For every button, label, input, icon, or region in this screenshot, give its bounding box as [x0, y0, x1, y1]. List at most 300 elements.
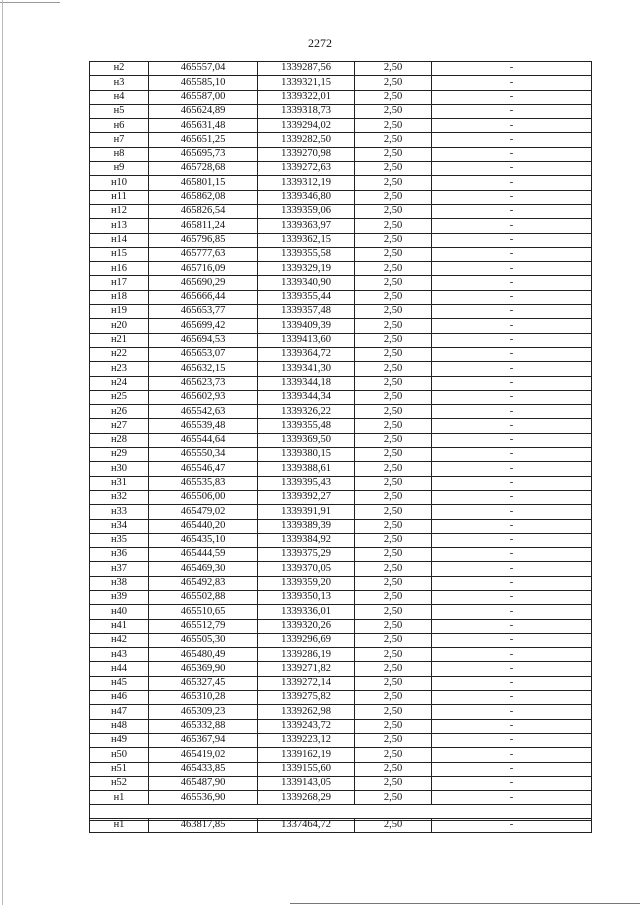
y-coordinate-cell: 1339389,39 — [258, 519, 355, 533]
precision-cell: 2,50 — [355, 204, 432, 218]
table-row — [90, 662, 592, 676]
precision-cell: 2,50 — [355, 462, 432, 476]
description-cell: - — [432, 190, 592, 204]
x-coordinate-cell: 465587,00 — [149, 90, 258, 104]
precision-cell: 2,50 — [355, 633, 432, 647]
y-coordinate-cell: 1339268,29 — [258, 791, 355, 805]
y-coordinate-cell: 1339287,56 — [258, 62, 355, 76]
x-coordinate-cell: 465435,10 — [149, 533, 258, 547]
scan-edge-left — [2, 0, 3, 905]
table-row — [90, 262, 592, 276]
y-coordinate-cell: 1339326,22 — [258, 405, 355, 419]
table-row — [90, 590, 592, 604]
table-row — [90, 104, 592, 118]
precision-cell: 2,50 — [355, 262, 432, 276]
precision-cell: 2,50 — [355, 733, 432, 747]
point-name-cell: н7 — [90, 133, 149, 147]
point-name-cell: н35 — [90, 533, 149, 547]
x-coordinate-cell: 465480,49 — [149, 648, 258, 662]
precision-cell: 2,50 — [355, 548, 432, 562]
table-row — [90, 762, 592, 776]
x-coordinate-cell: 465602,93 — [149, 390, 258, 404]
x-coordinate-cell: 465777,63 — [149, 247, 258, 261]
precision-cell: 2,50 — [355, 319, 432, 333]
precision-cell: 2,50 — [355, 405, 432, 419]
description-cell: - — [432, 147, 592, 161]
precision-cell: 2,50 — [355, 433, 432, 447]
y-coordinate-cell: 1339294,02 — [258, 119, 355, 133]
description-cell: - — [432, 162, 592, 176]
x-coordinate-cell: 465539,48 — [149, 419, 258, 433]
x-coordinate-cell: 465544,64 — [149, 433, 258, 447]
table-row — [90, 219, 592, 233]
precision-cell: 2,50 — [355, 90, 432, 104]
precision-cell: 2,50 — [355, 190, 432, 204]
coordinates-table — [89, 61, 592, 821]
y-coordinate-cell: 1339369,50 — [258, 433, 355, 447]
precision-cell: 2,50 — [355, 162, 432, 176]
table-row — [90, 347, 592, 361]
table-row — [90, 519, 592, 533]
point-name-cell: н13 — [90, 219, 149, 233]
scan-edge-bottom — [290, 903, 640, 904]
x-coordinate-cell: 465811,24 — [149, 219, 258, 233]
table-row — [90, 562, 592, 576]
y-coordinate-cell: 1339346,80 — [258, 190, 355, 204]
description-cell: - — [432, 305, 592, 319]
x-coordinate-cell: 465728,68 — [149, 162, 258, 176]
point-name-cell: н8 — [90, 147, 149, 161]
description-cell: - — [432, 390, 592, 404]
x-coordinate-cell: 465512,79 — [149, 619, 258, 633]
x-coordinate-cell: 465536,90 — [149, 791, 258, 805]
table-row — [90, 433, 592, 447]
point-name-cell: н23 — [90, 362, 149, 376]
y-coordinate-cell: 1339395,43 — [258, 476, 355, 490]
x-coordinate-cell: 465535,83 — [149, 476, 258, 490]
y-coordinate-cell: 1339286,19 — [258, 648, 355, 662]
point-name-cell: н12 — [90, 204, 149, 218]
y-coordinate-cell: 1339391,91 — [258, 505, 355, 519]
description-cell: - — [432, 576, 592, 590]
precision-cell: 2,50 — [355, 390, 432, 404]
x-coordinate-cell: 465651,25 — [149, 133, 258, 147]
y-coordinate-cell: 1339321,15 — [258, 76, 355, 90]
precision-cell: 2,50 — [355, 776, 432, 790]
description-cell: - — [432, 433, 592, 447]
point-name-cell: н25 — [90, 390, 149, 404]
table-row — [90, 633, 592, 647]
table-row — [90, 419, 592, 433]
description-cell: - — [432, 247, 592, 261]
point-name-cell: н39 — [90, 590, 149, 604]
table-row — [90, 162, 592, 176]
point-name-cell: н45 — [90, 676, 149, 690]
x-coordinate-cell: 465367,94 — [149, 733, 258, 747]
table-row — [90, 90, 592, 104]
y-coordinate-cell: 1339322,01 — [258, 90, 355, 104]
y-coordinate-cell: 1339155,60 — [258, 762, 355, 776]
y-coordinate-cell: 1339262,98 — [258, 705, 355, 719]
table-row — [90, 548, 592, 562]
precision-cell: 2,50 — [355, 104, 432, 118]
table-row — [90, 190, 592, 204]
x-coordinate-cell: 465469,30 — [149, 562, 258, 576]
point-name-cell: н6 — [90, 119, 149, 133]
table-row — [90, 333, 592, 347]
y-coordinate-cell: 1339272,14 — [258, 676, 355, 690]
description-cell: - — [432, 104, 592, 118]
point-name-cell: н27 — [90, 419, 149, 433]
precision-cell: 2,50 — [355, 662, 432, 676]
y-coordinate-cell: 1339341,30 — [258, 362, 355, 376]
point-name-cell: н22 — [90, 347, 149, 361]
precision-cell: 2,50 — [355, 62, 432, 76]
x-coordinate-cell: 465492,83 — [149, 576, 258, 590]
table-row — [90, 533, 592, 547]
precision-cell: 2,50 — [355, 376, 432, 390]
table-row — [90, 791, 592, 805]
y-coordinate-cell: 1339312,19 — [258, 176, 355, 190]
x-coordinate-cell: 465479,02 — [149, 505, 258, 519]
x-coordinate-cell: 465310,28 — [149, 691, 258, 705]
table-row — [90, 776, 592, 790]
x-coordinate-cell: 465369,90 — [149, 662, 258, 676]
table-row — [90, 733, 592, 747]
y-coordinate-cell: 1339143,05 — [258, 776, 355, 790]
y-coordinate-cell: 1339355,44 — [258, 290, 355, 304]
table-row — [90, 276, 592, 290]
y-coordinate-cell: 1339370,05 — [258, 562, 355, 576]
table-row — [90, 619, 592, 633]
point-name-cell: н5 — [90, 104, 149, 118]
precision-cell: 2,50 — [355, 791, 432, 805]
table-row — [90, 204, 592, 218]
point-name-cell: н50 — [90, 748, 149, 762]
point-name-cell: н34 — [90, 519, 149, 533]
precision-cell: 2,50 — [355, 605, 432, 619]
x-coordinate-cell: 465690,29 — [149, 276, 258, 290]
x-coordinate-cell: 465716,09 — [149, 262, 258, 276]
x-coordinate-cell: 465623,73 — [149, 376, 258, 390]
table-row — [90, 233, 592, 247]
table-row — [90, 676, 592, 690]
point-name-cell: н24 — [90, 376, 149, 390]
precision-cell: 2,50 — [355, 762, 432, 776]
point-name-cell: н10 — [90, 176, 149, 190]
precision-cell: 2,50 — [355, 705, 432, 719]
y-coordinate-cell: 1339329,19 — [258, 262, 355, 276]
point-name-cell: н48 — [90, 719, 149, 733]
precision-cell: 2,50 — [355, 233, 432, 247]
description-cell: - — [432, 548, 592, 562]
y-coordinate-cell: 1339272,63 — [258, 162, 355, 176]
y-coordinate-cell: 1339243,72 — [258, 719, 355, 733]
point-name-cell: н16 — [90, 262, 149, 276]
table-row — [90, 62, 592, 76]
point-name-cell: н31 — [90, 476, 149, 490]
point-name-cell: н32 — [90, 490, 149, 504]
x-coordinate-cell: 465419,02 — [149, 748, 258, 762]
description-cell: - — [432, 791, 592, 805]
y-coordinate-cell: 1339270,98 — [258, 147, 355, 161]
y-coordinate-cell: 1339413,60 — [258, 333, 355, 347]
point-name-cell: н1 — [90, 819, 149, 833]
table-row — [90, 390, 592, 404]
table-row — [90, 448, 592, 462]
point-name-cell: н33 — [90, 505, 149, 519]
description-cell: - — [432, 176, 592, 190]
description-cell: - — [432, 705, 592, 719]
precision-cell: 2,50 — [355, 505, 432, 519]
y-coordinate-cell: 1337464,72 — [258, 819, 355, 833]
x-coordinate-cell: 465332,88 — [149, 719, 258, 733]
precision-cell: 2,50 — [355, 76, 432, 90]
precision-cell: 2,50 — [355, 590, 432, 604]
table-row — [90, 576, 592, 590]
precision-cell: 2,50 — [355, 219, 432, 233]
x-coordinate-cell: 465796,85 — [149, 233, 258, 247]
point-name-cell: н46 — [90, 691, 149, 705]
description-cell: - — [432, 605, 592, 619]
precision-cell: 2,50 — [355, 562, 432, 576]
precision-cell: 2,50 — [355, 448, 432, 462]
point-name-cell: н29 — [90, 448, 149, 462]
x-coordinate-cell: 465510,65 — [149, 605, 258, 619]
precision-cell: 2,50 — [355, 133, 432, 147]
page-number: 2272 — [308, 36, 332, 50]
precision-cell: 2,50 — [355, 176, 432, 190]
point-name-cell: н44 — [90, 662, 149, 676]
y-coordinate-cell: 1339355,58 — [258, 247, 355, 261]
point-name-cell: н37 — [90, 562, 149, 576]
precision-cell: 2,50 — [355, 576, 432, 590]
x-coordinate-cell: 465444,59 — [149, 548, 258, 562]
precision-cell: 2,50 — [355, 247, 432, 261]
table-row — [90, 705, 592, 719]
x-coordinate-cell: 465309,23 — [149, 705, 258, 719]
table-row — [90, 376, 592, 390]
y-coordinate-cell: 1339363,97 — [258, 219, 355, 233]
description-cell: - — [432, 90, 592, 104]
y-coordinate-cell: 1339357,48 — [258, 305, 355, 319]
x-coordinate-cell: 465585,10 — [149, 76, 258, 90]
table-row — [90, 719, 592, 733]
point-name-cell: н15 — [90, 247, 149, 261]
description-cell: - — [432, 476, 592, 490]
point-name-cell: н2 — [90, 62, 149, 76]
y-coordinate-cell: 1339344,34 — [258, 390, 355, 404]
y-coordinate-cell: 1339336,01 — [258, 605, 355, 619]
description-cell: - — [432, 204, 592, 218]
precision-cell: 2,50 — [355, 490, 432, 504]
table-row — [90, 819, 592, 833]
description-cell: - — [432, 419, 592, 433]
y-coordinate-cell: 1339340,90 — [258, 276, 355, 290]
point-name-cell: н18 — [90, 290, 149, 304]
x-coordinate-cell: 465826,54 — [149, 204, 258, 218]
precision-cell: 2,50 — [355, 333, 432, 347]
description-cell: - — [432, 376, 592, 390]
precision-cell: 2,50 — [355, 347, 432, 361]
table-row — [90, 362, 592, 376]
precision-cell: 2,50 — [355, 748, 432, 762]
y-coordinate-cell: 1339359,06 — [258, 204, 355, 218]
description-cell: - — [432, 76, 592, 90]
coordinates-table-continuation — [89, 818, 592, 833]
x-coordinate-cell: 463817,85 — [149, 819, 258, 833]
table-row — [90, 119, 592, 133]
y-coordinate-cell: 1339409,39 — [258, 319, 355, 333]
description-cell: - — [432, 662, 592, 676]
y-coordinate-cell: 1339384,92 — [258, 533, 355, 547]
point-name-cell: н40 — [90, 605, 149, 619]
point-name-cell: н26 — [90, 405, 149, 419]
description-cell: - — [432, 776, 592, 790]
table-row — [90, 147, 592, 161]
description-cell: - — [432, 462, 592, 476]
y-coordinate-cell: 1339359,20 — [258, 576, 355, 590]
point-name-cell: н52 — [90, 776, 149, 790]
y-coordinate-cell: 1339362,15 — [258, 233, 355, 247]
point-name-cell: н36 — [90, 548, 149, 562]
point-name-cell: н14 — [90, 233, 149, 247]
y-coordinate-cell: 1339355,48 — [258, 419, 355, 433]
precision-cell: 2,50 — [355, 691, 432, 705]
precision-cell: 2,50 — [355, 533, 432, 547]
point-name-cell: н19 — [90, 305, 149, 319]
x-coordinate-cell: 465624,89 — [149, 104, 258, 118]
point-name-cell: н30 — [90, 462, 149, 476]
y-coordinate-cell: 1339296,69 — [258, 633, 355, 647]
table-row — [90, 76, 592, 90]
description-cell: - — [432, 219, 592, 233]
precision-cell: 2,50 — [355, 676, 432, 690]
precision-cell: 2,50 — [355, 619, 432, 633]
description-cell: - — [432, 262, 592, 276]
x-coordinate-cell: 465695,73 — [149, 147, 258, 161]
table-row — [90, 133, 592, 147]
table-row — [90, 605, 592, 619]
x-coordinate-cell: 465699,42 — [149, 319, 258, 333]
precision-cell: 2,50 — [355, 819, 432, 833]
y-coordinate-cell: 1339344,18 — [258, 376, 355, 390]
table-row — [90, 648, 592, 662]
description-cell: - — [432, 748, 592, 762]
description-cell: - — [432, 276, 592, 290]
description-cell: - — [432, 648, 592, 662]
precision-cell: 2,50 — [355, 305, 432, 319]
x-coordinate-cell: 465542,63 — [149, 405, 258, 419]
x-coordinate-cell: 465327,45 — [149, 676, 258, 690]
point-name-cell: н41 — [90, 619, 149, 633]
precision-cell: 2,50 — [355, 719, 432, 733]
table-row — [90, 405, 592, 419]
x-coordinate-cell: 465487,90 — [149, 776, 258, 790]
description-cell: - — [432, 347, 592, 361]
table-row — [90, 319, 592, 333]
table-row — [90, 748, 592, 762]
y-coordinate-cell: 1339375,29 — [258, 548, 355, 562]
x-coordinate-cell: 465653,77 — [149, 305, 258, 319]
table-row — [90, 505, 592, 519]
description-cell: - — [432, 62, 592, 76]
x-coordinate-cell: 465666,44 — [149, 290, 258, 304]
description-cell: - — [432, 490, 592, 504]
coordinates-table-body — [90, 62, 592, 821]
description-cell: - — [432, 362, 592, 376]
y-coordinate-cell: 1339282,50 — [258, 133, 355, 147]
table-row — [90, 490, 592, 504]
y-coordinate-cell: 1339318,73 — [258, 104, 355, 118]
description-cell: - — [432, 448, 592, 462]
description-cell: - — [432, 319, 592, 333]
description-cell: - — [432, 119, 592, 133]
description-cell: - — [432, 133, 592, 147]
y-coordinate-cell: 1339364,72 — [258, 347, 355, 361]
precision-cell: 2,50 — [355, 147, 432, 161]
x-coordinate-cell: 465506,00 — [149, 490, 258, 504]
precision-cell: 2,50 — [355, 419, 432, 433]
x-coordinate-cell: 465653,07 — [149, 347, 258, 361]
precision-cell: 2,50 — [355, 519, 432, 533]
point-name-cell: н20 — [90, 319, 149, 333]
x-coordinate-cell: 465546,47 — [149, 462, 258, 476]
point-name-cell: н28 — [90, 433, 149, 447]
description-cell: - — [432, 733, 592, 747]
x-coordinate-cell: 465440,20 — [149, 519, 258, 533]
description-cell: - — [432, 719, 592, 733]
table-row — [90, 691, 592, 705]
point-name-cell: н17 — [90, 276, 149, 290]
description-cell: - — [432, 633, 592, 647]
precision-cell: 2,50 — [355, 362, 432, 376]
description-cell: - — [432, 619, 592, 633]
description-cell: - — [432, 233, 592, 247]
x-coordinate-cell: 465502,88 — [149, 590, 258, 604]
y-coordinate-cell: 1339162,19 — [258, 748, 355, 762]
point-name-cell: н3 — [90, 76, 149, 90]
y-coordinate-cell: 1339320,26 — [258, 619, 355, 633]
precision-cell: 2,50 — [355, 290, 432, 304]
description-cell: - — [432, 676, 592, 690]
point-name-cell: н21 — [90, 333, 149, 347]
description-cell: - — [432, 562, 592, 576]
point-name-cell: н42 — [90, 633, 149, 647]
description-cell: - — [432, 762, 592, 776]
description-cell: - — [432, 519, 592, 533]
y-coordinate-cell: 1339223,12 — [258, 733, 355, 747]
precision-cell: 2,50 — [355, 119, 432, 133]
point-name-cell: н38 — [90, 576, 149, 590]
x-coordinate-cell: 465694,53 — [149, 333, 258, 347]
description-cell: - — [432, 533, 592, 547]
table-row — [90, 176, 592, 190]
x-coordinate-cell: 465557,04 — [149, 62, 258, 76]
y-coordinate-cell: 1339350,13 — [258, 590, 355, 604]
y-coordinate-cell: 1339392,27 — [258, 490, 355, 504]
description-cell: - — [432, 290, 592, 304]
x-coordinate-cell: 465505,30 — [149, 633, 258, 647]
y-coordinate-cell: 1339380,15 — [258, 448, 355, 462]
x-coordinate-cell: 465801,15 — [149, 176, 258, 190]
point-name-cell: н1 — [90, 791, 149, 805]
y-coordinate-cell: 1339275,82 — [258, 691, 355, 705]
x-coordinate-cell: 465550,34 — [149, 448, 258, 462]
point-name-cell: н43 — [90, 648, 149, 662]
precision-cell: 2,50 — [355, 476, 432, 490]
table-row — [90, 462, 592, 476]
